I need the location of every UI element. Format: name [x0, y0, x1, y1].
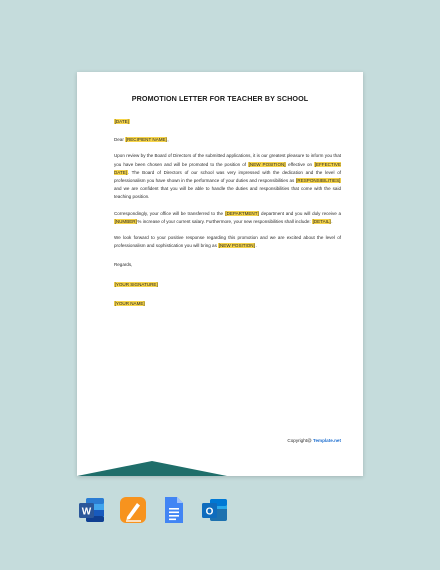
para2-text-3: % increase of your current salary. Furthermore, your new responsibilities shall include:: [137, 218, 312, 224]
letter-title: PROMOTION LETTER FOR TEACHER BY SCHOOL: [131, 94, 309, 103]
app-icon-row: [78, 496, 229, 524]
para3-text-1: We look forward to your positive response regarding this promotion and we are excited about the level of professionalism and sophistication you will bring as: [114, 235, 341, 249]
responsibilities-placeholder: [RESPONSIBILITIES]: [296, 178, 341, 184]
greeting-line: [114, 136, 341, 144]
number-placeholder: [NUMBER]: [114, 218, 137, 224]
para2-text-2: department and you will duly receive a: [259, 210, 341, 216]
name-placeholder: [YOUR NAME]: [114, 300, 145, 306]
paragraph-1: [114, 152, 341, 201]
signature-line: [114, 281, 341, 289]
department-placeholder: [DEPARTMENT]: [225, 210, 259, 216]
greeting-prefix: Dear: [114, 137, 126, 143]
para1-text-2: effective on: [286, 161, 315, 167]
outlook-letter: O: [205, 506, 214, 518]
decorative-teal-triangle: [77, 461, 227, 476]
closing-line: Regards,: [114, 262, 133, 268]
google-docs-icon[interactable]: [160, 496, 188, 524]
date-line: [114, 118, 341, 126]
para1-text-1: Upon review by the Board of Directors of the submitted applications, it is our greatest pleasure to inform you that you have been chosen and will be promoted to the position of: [114, 153, 341, 167]
new-position-placeholder: [NEW POSITION]: [248, 161, 286, 167]
para2-text-1: Correspondingly, your office will be transferred to the: [114, 210, 225, 216]
new-position-placeholder-2: [NEW POSITION]: [218, 243, 255, 249]
effective-date-placeholder: [EFFECTIVE DATE]: [114, 161, 341, 175]
paragraph-3: [114, 234, 341, 250]
paragraph-2: [114, 210, 341, 226]
copyright-link[interactable]: Template.net: [313, 438, 341, 443]
apple-pages-icon[interactable]: [119, 496, 147, 524]
microsoft-outlook-icon[interactable]: [201, 496, 229, 524]
para1-text-3: . The Board of Directors of our school was very impressed with the dedication and the level of professionalism you have shown in the performance of your duties and responsibilities as: [114, 169, 341, 184]
para3-text-2: .: [255, 243, 257, 249]
para1-text-4: and we are confident that you will be able to handle the duties and responsibilities that come with the said teaching position.: [114, 186, 341, 200]
microsoft-word-icon[interactable]: [78, 496, 106, 524]
name-line: [114, 300, 341, 308]
greeting-suffix: ,: [167, 137, 169, 143]
word-letter: W: [81, 506, 92, 518]
letter-body: [114, 118, 341, 308]
detail-placeholder: [DETAIL]: [312, 218, 331, 224]
copyright-notice: [287, 438, 341, 443]
copyright-label: Copyright@: [287, 438, 313, 443]
signature-placeholder: [YOUR SIGNATURE]: [114, 281, 158, 287]
date-placeholder: [DATE]: [114, 119, 129, 124]
letter-page: [77, 72, 363, 476]
para2-text-4: .: [331, 218, 333, 224]
recipient-placeholder: [RECIPIENT NAME]: [125, 137, 167, 143]
